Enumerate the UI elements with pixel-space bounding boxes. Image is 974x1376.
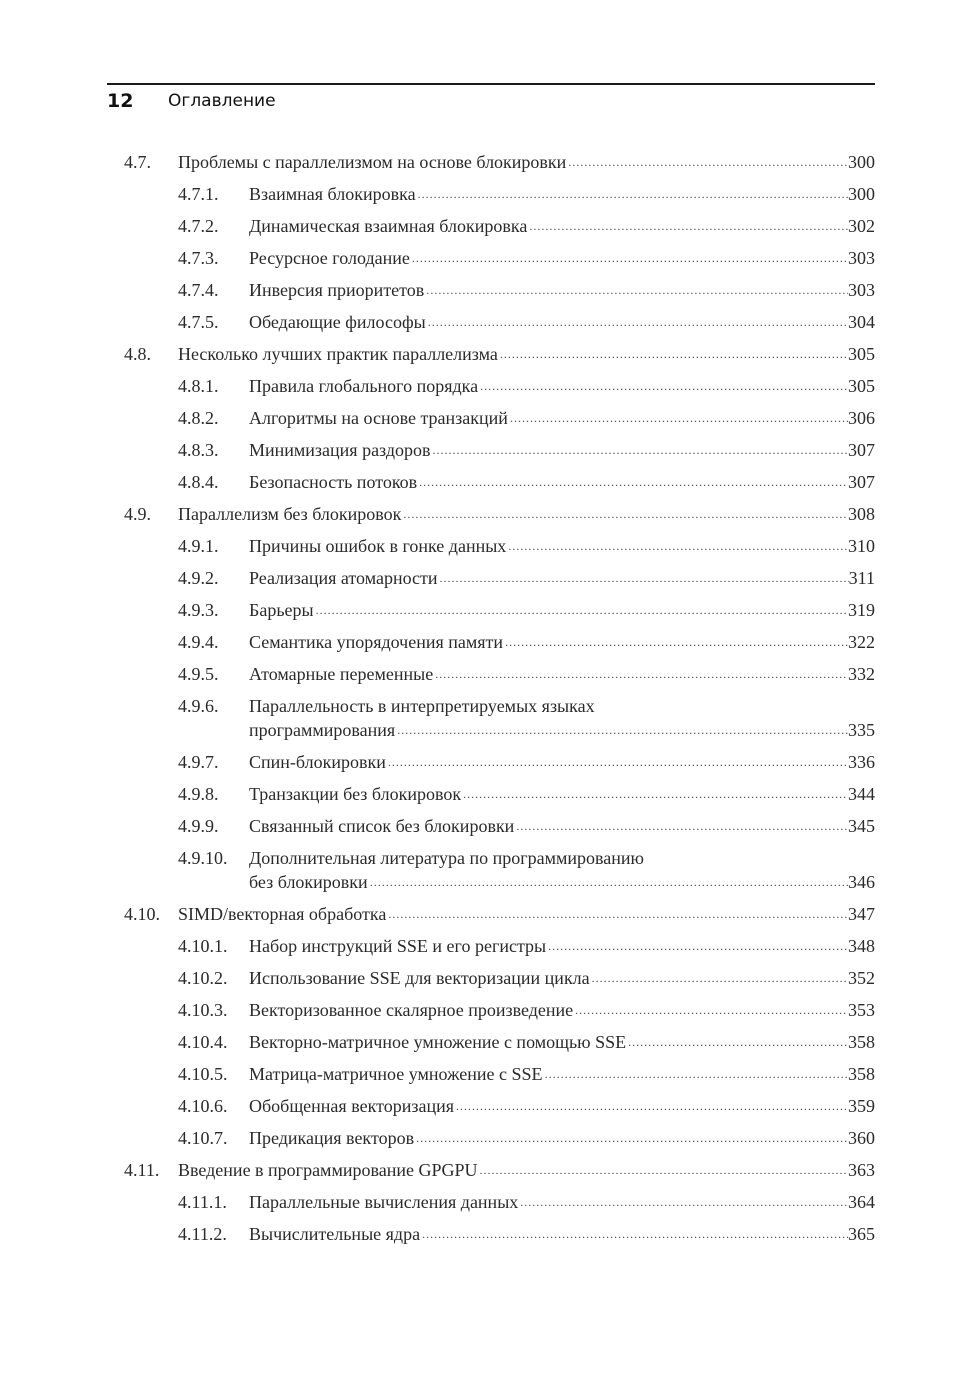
dot-leader [590, 966, 848, 990]
section-title: Обедающие философы [249, 312, 426, 332]
dot-leader [573, 998, 848, 1022]
dot-leader [395, 718, 848, 742]
section-number: 4.10. [124, 904, 160, 924]
section-title: Минимизация раздоров [249, 440, 431, 460]
page-ref: 308 [848, 504, 875, 524]
page-ref: 365 [848, 1224, 875, 1244]
section-title: Обобщенная векторизация [249, 1096, 454, 1116]
section-number: 4.7.1. [178, 184, 219, 204]
section-number: 4.11.2. [178, 1224, 227, 1244]
page-ref: 336 [848, 752, 875, 772]
section-number: 4.9.8. [178, 784, 219, 804]
section-title: Параллелизм без блокировок [178, 504, 402, 524]
toc-entry[interactable] [124, 530, 875, 562]
section-number: 4.7.3. [178, 248, 219, 268]
dot-leader [503, 630, 848, 654]
section-number: 4.10.4. [178, 1032, 228, 1052]
dot-leader [368, 870, 848, 894]
table-of-contents [124, 146, 875, 1250]
toc-entry[interactable] [124, 658, 875, 690]
page-ref: 358 [848, 1064, 875, 1084]
section-title: Векторно-матричное умножение с помощью SSE [249, 1032, 627, 1052]
toc-entry[interactable] [124, 1122, 875, 1154]
section-number: 4.9.9. [178, 816, 219, 836]
page-ref: 319 [848, 600, 875, 620]
toc-entry[interactable] [124, 402, 875, 434]
page-ref: 304 [848, 312, 875, 332]
page-ref: 344 [848, 784, 875, 804]
page-ref: 347 [848, 904, 875, 924]
toc-entry[interactable] [124, 962, 875, 994]
page-ref: 322 [848, 632, 875, 652]
dot-leader [478, 1158, 849, 1182]
section-number: 4.8. [124, 344, 151, 364]
header-rule [107, 83, 875, 85]
toc-entry[interactable] [124, 1090, 875, 1122]
section-title: Безопасность потоков [249, 472, 418, 492]
section-number: 4.10.3. [178, 1000, 228, 1020]
toc-entry[interactable] [124, 434, 875, 466]
toc-entry[interactable] [124, 1154, 875, 1186]
dot-leader [454, 1094, 848, 1118]
section-title: Инверсия приоритетов [249, 280, 425, 300]
toc-entry[interactable] [124, 898, 875, 930]
dot-leader [386, 902, 848, 926]
toc-entry[interactable] [124, 562, 875, 594]
section-title: Атомарные переменные [249, 664, 434, 684]
section-title: Алгоритмы на основе транзакций [249, 408, 508, 428]
page-ref: 310 [848, 536, 875, 556]
section-number: 4.9.2. [178, 568, 219, 588]
toc-entry[interactable] [124, 1186, 875, 1218]
section-number: 4.9.4. [178, 632, 219, 652]
section-title: без блокировки [249, 872, 368, 892]
page-ref: 311 [848, 568, 875, 588]
toc-entry[interactable] [124, 626, 875, 658]
toc-entry[interactable] [124, 746, 875, 778]
section-title: Вычислительные ядра [249, 1224, 421, 1244]
dot-leader [543, 1062, 848, 1086]
page-ref: 302 [848, 216, 875, 236]
toc-entry[interactable] [124, 1058, 875, 1090]
section-title: Векторизованное скалярное произведение [249, 1000, 574, 1020]
section-number: 4.9.10. [178, 848, 228, 868]
dot-leader [386, 750, 848, 774]
section-number: 4.9.1. [178, 536, 219, 556]
toc-entry[interactable] [124, 1026, 875, 1058]
dot-leader [566, 150, 848, 174]
page-ref: 358 [848, 1032, 875, 1052]
dot-leader [410, 246, 848, 270]
section-title: Барьеры [249, 600, 314, 620]
section-number: 4.8.2. [178, 408, 219, 428]
section-number: 4.10.5. [178, 1064, 228, 1084]
section-title: Проблемы с параллелизмом на основе блокировки [178, 152, 567, 172]
section-title: Причины ошибок в гонке данных [249, 536, 507, 556]
dot-leader [506, 534, 848, 558]
dot-leader [416, 182, 848, 206]
dot-leader [546, 934, 848, 958]
section-title: Правила глобального порядка [249, 376, 479, 396]
dot-leader [478, 374, 848, 398]
toc-entry[interactable] [124, 842, 875, 898]
dot-leader [431, 438, 848, 462]
section-number: 4.7.5. [178, 312, 219, 332]
toc-entry[interactable] [124, 306, 875, 338]
section-title: Спин-блокировки [249, 752, 386, 772]
toc-entry[interactable] [124, 810, 875, 842]
dot-leader [527, 214, 848, 238]
section-title: SIMD/векторная обработка [178, 904, 387, 924]
dot-leader [433, 662, 848, 686]
section-number: 4.10.1. [178, 936, 228, 956]
section-number: 4.8.3. [178, 440, 219, 460]
section-title: Предикация векторов [249, 1128, 415, 1148]
section-title-line: Дополнительная литература по программированию [249, 848, 644, 868]
page-ref: 346 [848, 872, 875, 892]
section-number: 4.7.4. [178, 280, 219, 300]
section-number: 4.8.4. [178, 472, 219, 492]
page-ref: 345 [848, 816, 875, 836]
dot-leader [508, 406, 848, 430]
section-title-line: Параллельность в интерпретируемых языках [249, 696, 595, 716]
page-ref: 335 [848, 720, 875, 740]
page-ref: 307 [848, 440, 875, 460]
toc-entry[interactable] [124, 370, 875, 402]
toc-entry[interactable] [124, 178, 875, 210]
page-ref: 305 [848, 376, 875, 396]
toc-entry[interactable] [124, 146, 875, 178]
section-title: Связанный список без блокировки [249, 816, 515, 836]
toc-entry[interactable] [124, 242, 875, 274]
section-title: Взаимная блокировка [249, 184, 416, 204]
section-number: 4.7.2. [178, 216, 219, 236]
dot-leader [626, 1030, 848, 1054]
dot-leader [417, 470, 848, 494]
section-number: 4.9.5. [178, 664, 219, 684]
page-ref: 307 [848, 472, 875, 492]
dot-leader [518, 1190, 848, 1214]
section-number: 4.9. [124, 504, 151, 524]
section-title: Набор инструкций SSE и его регистры [249, 936, 547, 956]
dot-leader [438, 566, 849, 590]
dot-leader [401, 502, 848, 526]
page-ref: 359 [848, 1096, 875, 1116]
page-ref: 360 [848, 1128, 875, 1148]
toc-entry[interactable] [124, 594, 875, 626]
section-title: программирования [249, 720, 396, 740]
dot-leader [514, 814, 848, 838]
running-header-title: Оглавление [168, 91, 276, 111]
section-title: Реализация атомарности [249, 568, 438, 588]
toc-entry[interactable] [124, 1218, 875, 1250]
toc-entry[interactable] [124, 466, 875, 498]
page-ref: 300 [848, 152, 875, 172]
dot-leader [314, 598, 848, 622]
dot-leader [414, 1126, 848, 1150]
page-ref: 303 [848, 248, 875, 268]
dot-leader [461, 782, 848, 806]
section-number: 4.11. [124, 1160, 160, 1180]
page-ref: 348 [848, 936, 875, 956]
toc-entry[interactable] [124, 498, 875, 530]
section-title: Динамическая взаимная блокировка [249, 216, 528, 236]
section-number: 4.9.6. [178, 696, 219, 716]
section-title: Параллельные вычисления данных [249, 1192, 519, 1212]
section-title: Транзакции без блокировок [249, 784, 462, 804]
section-number: 4.10.7. [178, 1128, 228, 1148]
dot-leader [498, 342, 848, 366]
section-number: 4.10.2. [178, 968, 228, 988]
section-number: 4.9.3. [178, 600, 219, 620]
section-number: 4.9.7. [178, 752, 219, 772]
page-ref: 363 [848, 1160, 875, 1180]
section-title: Семантика упорядочения памяти [249, 632, 504, 652]
toc-entry[interactable] [124, 930, 875, 962]
section-title: Введение в программирование GPGPU [178, 1160, 478, 1180]
section-title: Несколько лучших практик параллелизма [178, 344, 498, 364]
dot-leader [420, 1222, 848, 1246]
page-ref: 305 [848, 344, 875, 364]
section-title: Использование SSE для векторизации цикла [249, 968, 590, 988]
toc-entry[interactable] [124, 690, 875, 746]
page-ref: 303 [848, 280, 875, 300]
page-number: 12 [107, 90, 134, 112]
dot-leader [424, 278, 848, 302]
page-ref: 352 [848, 968, 875, 988]
section-number: 4.11.1. [178, 1192, 227, 1212]
section-number: 4.7. [124, 152, 151, 172]
toc-entry[interactable] [124, 994, 875, 1026]
page-ref: 353 [848, 1000, 875, 1020]
toc-entry[interactable] [124, 338, 875, 370]
toc-entry[interactable] [124, 274, 875, 306]
page-ref: 300 [848, 184, 875, 204]
section-number: 4.10.6. [178, 1096, 228, 1116]
page-ref: 364 [848, 1192, 875, 1212]
toc-entry[interactable] [124, 210, 875, 242]
dot-leader [426, 310, 848, 334]
section-title: Матрица-матричное умножение с SSE [249, 1064, 543, 1084]
page-ref: 332 [848, 664, 875, 684]
section-number: 4.8.1. [178, 376, 219, 396]
page-ref: 306 [848, 408, 875, 428]
toc-entry[interactable] [124, 778, 875, 810]
section-title: Ресурсное голодание [249, 248, 410, 268]
